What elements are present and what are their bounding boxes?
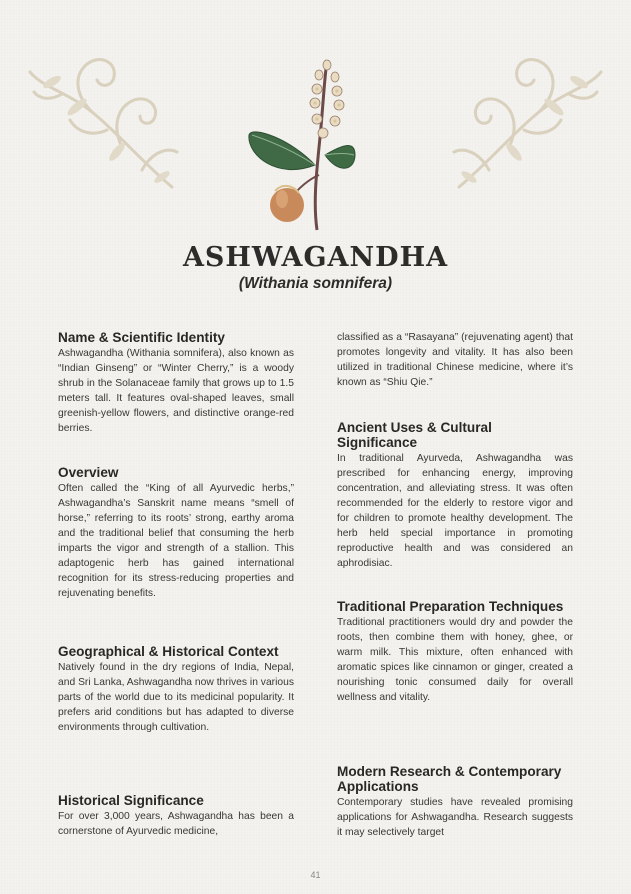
section-name-identity [58,330,294,436]
section-geographical-context [58,644,294,735]
section-heading: Name & Scientific Identity [58,330,225,345]
section-historical-significance [58,793,294,839]
section-traditional-preparation [337,599,573,705]
section-heading: Geographical & Historical Context [58,644,279,659]
page-number: 41 [310,870,321,880]
section-heading: Traditional Preparation Techniques [337,599,564,614]
page-subtitle: (Withania somnifera) [238,275,393,292]
section-body: Ashwagandha (Withania somnifera), also known as “Indian Ginseng” or “Winter Cherry,” is a woody shrub in the Solanaceae family that grows up to 1.5 meters tall. It features oval-shaped leaves, small greenish-yellow flowers, and distinctive orange-red berries. [58,348,294,434]
page-title: ASHWAGANDHA [182,242,449,273]
ornamental-flourish-right [449,52,609,192]
section-ancient-uses [337,420,573,571]
section-overview [58,465,294,601]
section-body: For over 3,000 years, Ashwagandha has been a cornerstone of Ayurvedic medicine, [58,811,294,837]
section-heading: Ancient Uses & Cultural Significance [337,420,492,450]
section-heading: Historical Significance [58,793,204,808]
section-body: Natively found in the dry regions of India, Nepal, and Sri Lanka, Ashwagandha now thrives in various parts of the world due to its medicinal popularity. It prefers arid conditions but has adapted to diverse environments through cultivation. [58,662,294,733]
section-heading: Overview [58,465,119,480]
section-body: In traditional Ayurveda, Ashwagandha was prescribed for enhancing energy, improving concentration, and alleviating stress. It was often recommended for the elderly to restore vigor and for children to promote healthy development. The herb held special importance in promoting reproductive health and was considered an aphrodisiac. [337,453,573,569]
ashwagandha-plant-illustration [247,55,357,235]
ornamental-flourish-left [22,52,182,192]
section-body: Contemporary studies have revealed promising applications for Ashwagandha. Research suggests it may selectively target [337,797,573,838]
section-body: Often called the “King of all Ayurvedic herbs,” Ashwagandha’s Sanskrit name means “smell of horse,” referring to its roots’ strong, earthy aroma and the traditional belief that consuming the herb imparts the vigor and strength of a stallion. This adaptogenic herb has gained international recognition for its stress-reducing properties and rejuvenating benefits. [58,483,294,599]
section-body: Traditional practitioners would dry and powder the roots, then combine them with honey, ghee, or warm milk. This mixture, often enhanced with aromatic spices like cinnamon or ginger, created a nourishing tonic consumed daily for overall wellness and vitality. [337,617,573,703]
section-body: classified as a “Rasayana” (rejuvenating agent) that promotes longevity and vitality. It has also been utilized in traditional Chinese medicine, where it’s known as “Shiu Qie.” [337,332,573,388]
section-heading: Modern Research & Contemporary Applications [337,764,562,794]
section-continued [337,330,573,390]
section-modern-research [337,764,573,840]
